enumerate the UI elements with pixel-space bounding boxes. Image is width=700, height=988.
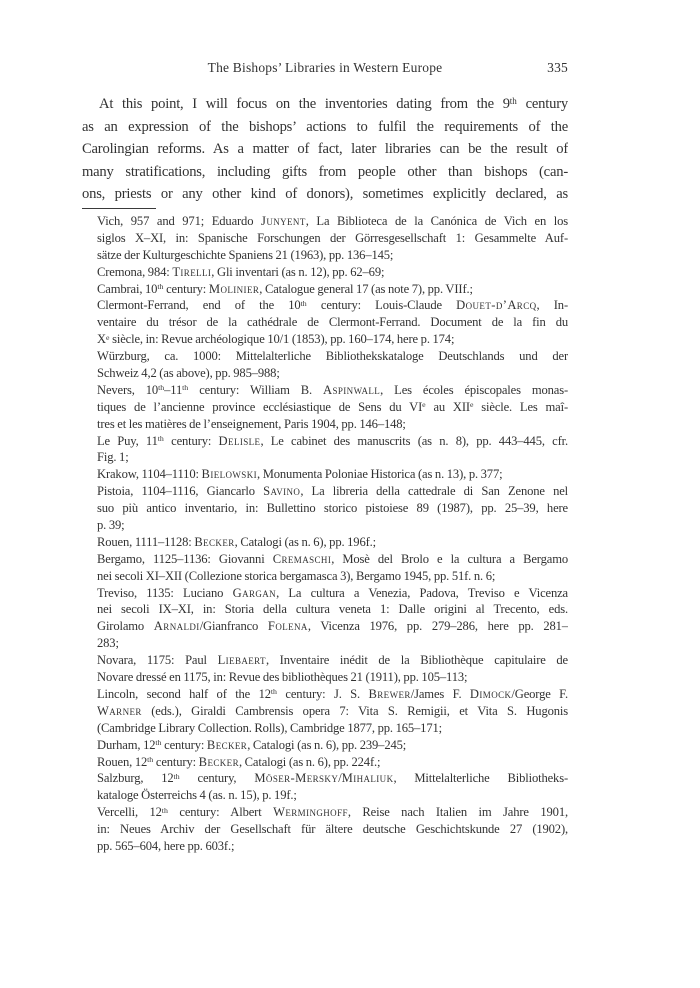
body-text-line: At this point, I will focus on the inventories dating from the 9th century xyxy=(99,95,568,112)
footnote-line: Fig. 1; xyxy=(97,450,129,465)
footnote-line: p. 39; xyxy=(97,518,125,533)
ordinal-superscript: th xyxy=(161,805,168,815)
footnote-line: suo più antico inventario, in: Bullettino storico pistoiese 89 (1987), pp. 25–39, here xyxy=(97,501,568,516)
small-caps-name: Cremaschi xyxy=(272,551,332,566)
ordinal-superscript: e xyxy=(105,332,110,342)
footnote-line: siglos X–XI, in: Spanische Forschungen der Görresgesellschaft 1: Gesammelte Auf- xyxy=(97,230,568,245)
footnote-line: Schweiz 4,2 (as above), pp. 985–988; xyxy=(97,366,280,381)
footnote-line: Rouen, 1111–1128: Becker, Catalogi (as n. 6), pp. 196f.; xyxy=(97,534,376,549)
footnote-line: tres et les matières de l’enseignement, Paris 1904, pp. 146–148; xyxy=(97,416,406,431)
small-caps-name: Mihaliuk xyxy=(341,771,394,786)
footnote-block xyxy=(97,213,568,855)
footnote-line: Warner (eds.), Giraldi Cambrensis opera 7: Vita S. Remigii, et Vita S. Hugonis xyxy=(97,703,568,718)
footnote-line: kataloge Österreichs 4 (as. n. 15), p. 19f.; xyxy=(97,788,297,803)
small-caps-name: Tirelli xyxy=(172,264,212,279)
small-caps-name: Warner xyxy=(97,703,142,718)
small-caps-name: Becker xyxy=(194,534,235,549)
footnote-line: Durham, 12th century: Becker, Catalogi (as n. 6), pp. 239–245; xyxy=(97,737,407,752)
body-text-line: as an expression of the bishops’ actions to fulfil the requirements of the xyxy=(82,118,568,135)
running-header xyxy=(82,59,568,77)
footnote-line: Krakow, 1104–1110: Bielowski, Monumenta Poloniae Historica (as n. 13), p. 377; xyxy=(97,467,503,482)
footnote-line: pp. 565–604, here pp. 603f.; xyxy=(97,838,235,853)
ordinal-superscript: th xyxy=(155,738,162,748)
footnote-line: ventaire du trésor de la cathédrale de Clermont-Ferrand. Document de la fin du xyxy=(97,315,568,330)
body-text-line: Carolingian reforms. As a matter of fact, later libraries can be the result of xyxy=(82,141,568,157)
small-caps-name: Delisle xyxy=(218,433,261,448)
footnote-line: sätze der Kulturgeschichte Spaniens 21 (1963), pp. 136–145; xyxy=(97,247,394,262)
ordinal-superscript: e xyxy=(422,400,426,410)
small-caps-name: Becker xyxy=(206,737,248,752)
ordinal-superscript: th xyxy=(158,383,165,393)
footnote-line: nei secoli XI–XII (Collezione storica bergamasca 3), Bergamo 1945, pp. 51f. n. 6; xyxy=(97,568,496,583)
ordinal-superscript: th xyxy=(147,755,154,764)
running-header-title: The Bishops’ Libraries in Western Europe xyxy=(207,60,443,75)
footnote-line: Xe siècle, in: Revue archéologique 10/1 (1853), pp. 160–174, here p. 174; xyxy=(97,332,455,347)
ordinal-superscript: th xyxy=(173,771,180,781)
footnote-line: Le Puy, 11th century: Delisle, Le cabinet des manuscrits (as n. 8), pp. 443–445, cfr. xyxy=(97,433,568,448)
footnote-line: Novare dressé en 1175, in: Revue des bibliothèques 21 (1911), pp. 105–113; xyxy=(97,670,468,685)
page-number: 335 xyxy=(547,60,568,75)
small-caps-name: Gargan xyxy=(232,585,277,600)
footnote-line: Salzburg, 12th century, Möser-Mersky/Mihaliuk, Mittelalterliche Bibliotheks- xyxy=(97,771,568,786)
footnote-line: Cambrai, 10th century: Molinier, Catalogue general 17 (as note 7), pp. VIIf.; xyxy=(97,281,473,296)
footnote-line: 283; xyxy=(97,636,119,651)
ordinal-superscript: th xyxy=(157,282,164,292)
footnote-line: Würzburg, ca. 1000: Mittelalterliche Bibliothekskataloge Deutschlands und der xyxy=(97,349,568,364)
ordinal-superscript: th xyxy=(270,687,277,697)
body-paragraph xyxy=(82,93,568,206)
footnote-line: Nevers, 10th–11th century: William B. Aspinwall, Les écoles épiscopales monas- xyxy=(97,382,568,397)
small-caps-name: Becker xyxy=(198,754,239,769)
footnote-line: Rouen, 12th century: Becker, Catalogi (as n. 6), pp. 224f.; xyxy=(97,754,381,769)
footnote-separator-rule xyxy=(82,208,156,209)
footnote-line: nei secoli IX–XI, in: Storia della cultura veneta 1: Dalle origini al Trecento, eds. xyxy=(97,602,568,617)
footnote-line: in: Neues Archiv der Gesellschaft für ältere deutsche Geschichtskunde 27 (1902), xyxy=(97,822,568,837)
footnote-line: Pistoia, 1104–1116, Giancarlo Savino, La libreria della cattedrale di San Zenone nel xyxy=(97,484,568,499)
body-text-line: many stratifications, including gifts from people other than bishops (can- xyxy=(82,163,568,180)
body-text-line: ons, priests or any other kind of donors), sometimes explicitly declared, as xyxy=(82,186,568,202)
footnote-line: Cremona, 984: Tirelli, Gli inventari (as n. 12), pp. 62–69; xyxy=(97,264,385,279)
ordinal-superscript: e xyxy=(469,400,474,410)
footnote-line: Vercelli, 12th century: Albert Werminghoff, Reise nach Italien im Jahre 1901, xyxy=(97,805,568,820)
small-caps-name: Bielowski xyxy=(201,467,258,482)
small-caps-name: Folena xyxy=(267,619,308,634)
ordinal-superscript: th xyxy=(509,95,517,106)
small-caps-name: Möser-Mersky xyxy=(254,771,339,786)
ordinal-superscript: th xyxy=(157,434,164,444)
ordinal-superscript: th xyxy=(182,383,189,393)
small-caps-name: Aspinwall xyxy=(322,382,381,397)
footnote-line: Treviso, 1135: Luciano Gargan, La cultura a Venezia, Padova, Treviso e Vicenza xyxy=(97,585,568,600)
footnote-line: tiques de l’ancienne province ecclésiastique de Sens du VIe au XIIe siècle. Les maî- xyxy=(97,399,568,414)
small-caps-name: Werminghoff xyxy=(273,805,348,820)
footnote-line: Bergamo, 1125–1136: Giovanni Cremaschi, Mosè del Brolo e la cultura a Bergamo xyxy=(97,551,568,566)
footnote-line: Clermont-Ferrand, end of the 10th century: Louis-Claude Douet-d’Arcq, In- xyxy=(97,298,568,313)
footnote-line: (Cambridge Library Collection. Rolls), Cambridge 1877, pp. 165–171; xyxy=(97,720,442,735)
ordinal-superscript: th xyxy=(300,298,307,308)
small-caps-name: Junyent xyxy=(261,214,306,228)
small-caps-name: Dimock xyxy=(469,686,512,701)
small-caps-name: Savino xyxy=(263,484,301,499)
footnote-line: Vich, 957 and 971; Eduardo Junyent, La Biblioteca de la Canónica de Vich en los xyxy=(97,214,568,228)
small-caps-name: Molinier xyxy=(208,281,260,296)
small-caps-name: Douet-d’Arcq xyxy=(456,298,537,313)
small-caps-name: Brewer xyxy=(368,686,411,701)
footnote-line: Novara, 1175: Paul Liebaert, Inventaire inédit de la Bibliothèque capitulaire de xyxy=(97,653,568,668)
footnote-line: Girolamo Arnaldi/Gianfranco Folena, Vicenza 1976, pp. 279–286, here pp. 281– xyxy=(97,619,568,634)
footnote-line: Lincoln, second half of the 12th century: J. S. Brewer/James F. Dimock/George F. xyxy=(97,686,568,701)
small-caps-name: Arnaldi xyxy=(153,619,200,634)
small-caps-name: Liebaert xyxy=(217,653,266,668)
